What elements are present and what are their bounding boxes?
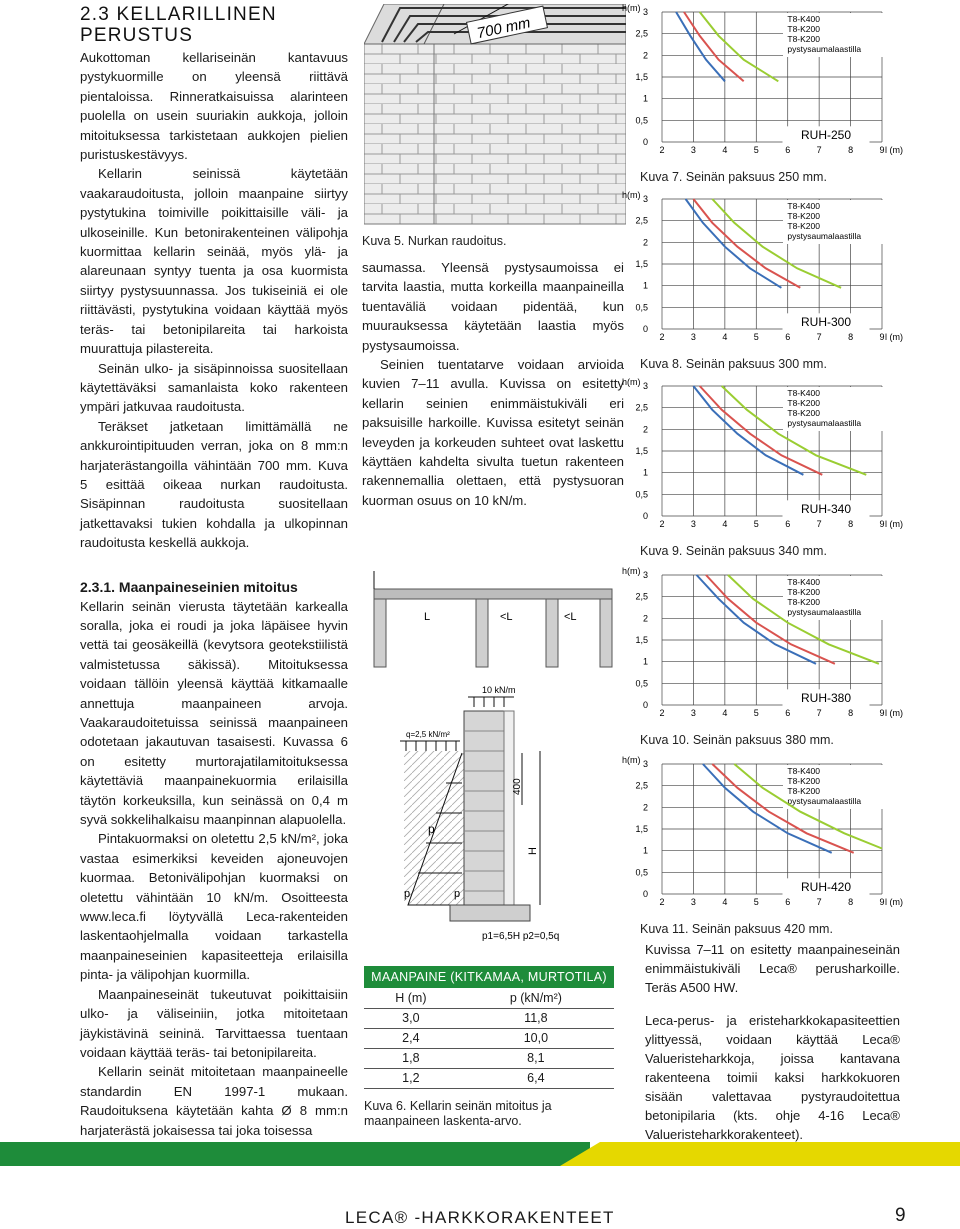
pressure-label-p2: p: [454, 888, 461, 900]
footer-color-bar: [0, 1142, 960, 1166]
legend-label: pystysaumalaastilla: [787, 418, 862, 428]
paragraph: Kuvissa 7–11 on esitetty maanpaineseinän enimmäistukiväli Leca® perusharkoille. Teräs A500 HW.: [645, 942, 900, 995]
chart-caption: Kuva 8. Seinän paksuus 300 mm.: [640, 357, 827, 371]
right-notes: [645, 940, 900, 1144]
x-tick-label: 7: [816, 519, 822, 529]
y-tick-label: 1,5: [635, 824, 648, 834]
y-axis-label: h(m): [622, 3, 641, 13]
legend-label: T8-K200: [787, 398, 821, 408]
paragraph: Aukottoman kellariseinän kantavuus pystykuormille on yleensä riittävä pientaloissa. Rinneratkaisuissa alarinteen puolella on usein suuriakin aukkoja, jolloin mitoituksessa tarkistetaan aukkojen pielien puristuskestävyys.: [80, 50, 348, 163]
x-tick-label: 4: [722, 897, 728, 907]
y-tick-label: 2,5: [635, 28, 648, 39]
legend-label: T8-K200: [787, 587, 821, 597]
wall-section-drawing: [364, 565, 626, 955]
y-tick-label: 0: [642, 889, 648, 899]
section-title-line2: PERUSTUS: [80, 25, 194, 46]
x-tick-label: 2: [659, 897, 665, 907]
chart-caption: Kuva 9. Seinän paksuus 340 mm.: [640, 544, 827, 558]
x-tick-label: 5: [753, 145, 759, 155]
y-tick-label: 3: [642, 570, 648, 580]
y-axis-label: h(m): [622, 566, 641, 576]
y-tick-label: 1,5: [635, 72, 648, 82]
y-tick-label: 1: [642, 845, 648, 856]
surface-load-label: q=2,5 kN/m²: [406, 730, 450, 739]
series-line: [700, 12, 779, 81]
y-axis-label: h(m): [622, 190, 641, 200]
y-tick-label: 3: [642, 194, 648, 204]
legend-label: T8-K400: [787, 766, 821, 776]
y-tick-label: 0,5: [635, 867, 648, 878]
y-tick-label: 1: [642, 467, 648, 478]
x-tick-label: 3: [690, 708, 696, 718]
chart-title: RUH-340: [800, 501, 852, 516]
x-tick-label: 6: [785, 708, 791, 718]
table-row: [364, 1068, 614, 1088]
paragraph: Teräkset jatketaan limittämällä ne ankkurointipituuden verran, joka on 8 mm:n harjaterästangoilla vähintään 700 mm. Kuva 5 esittää oikeaa nurkan raudoitusta. Sisäpinnan raudoitusta suositellaan jatkettavaksi tukien kohdalla ja ulkopinnan raudoitusta keskellä aukkoja.: [80, 418, 348, 551]
x-tick-label: 4: [722, 145, 728, 155]
pressure-label-p1: p: [404, 888, 411, 900]
y-tick-label: 0: [642, 511, 648, 521]
y-tick-label: 0,5: [635, 678, 648, 689]
chart-svg: [622, 189, 912, 355]
legend-label: T8-K400: [787, 577, 821, 587]
y-tick-label: 0,5: [635, 489, 648, 500]
x-tick-label: 9: [879, 708, 885, 718]
paragraph: saumassa. Yleensä pystysaumoissa ei tarvita laastia, mutta korkeilla maanpaineilla tuentaväliä voidaan pidentää, kun muurauksessa käytetään laastia myös pystysaumoissa.: [362, 260, 624, 353]
legend-label: T8-K200: [787, 24, 821, 34]
chart-ruh-420: [622, 754, 912, 938]
y-tick-label: 1,5: [635, 635, 648, 645]
subsection-title: 2.3.1. Maanpaineseinien mitoitus: [80, 578, 298, 595]
page-number: 9: [895, 1205, 906, 1226]
x-tick-label: 7: [816, 332, 822, 342]
legend-label: T8-K200: [787, 776, 821, 786]
footer-green-stripe: [0, 1142, 590, 1166]
y-axis-label: h(m): [622, 377, 641, 387]
chart-svg: [622, 2, 912, 168]
figure-6-caption: Kuva 6. Kellarin seinän mitoitus ja maanpaineen laskenta-arvo.: [364, 1098, 552, 1128]
footer-title: LECA® -HARKKORAKENTEET: [345, 1208, 615, 1227]
formula: p1=6,5H p2=0,5q: [482, 931, 560, 942]
paragraph: Kellarin seinissä käytetään vaakaraudoitusta, jolloin maanpaine siirtyy pystytukina toimiville poikittaisille väli- ja ulkoseinille. Kun betonirakenteinen välipohja kuormittaa kellarin seinää, myös ylä- ja alareunaan syntyy tuenta ja osa kuormista siirtyy pystysuunnassa. Jos tukiseiniä ei ole riittävästi, pystytukina voidaan käyttää myös teräs- tai betonipilareita tai harkoista muurattuja pilastereita.: [80, 166, 348, 357]
x-tick-label: 8: [848, 897, 854, 907]
paragraph: Seinän ulko- ja sisäpinnoissa suositellaan käytettäväksi samanlaista koko rakenteen ympäri jatkuvaa raudoitusta.: [80, 360, 348, 415]
x-axis-label: l (m): [885, 708, 903, 718]
y-tick-label: 2: [642, 237, 648, 248]
y-tick-label: 2,5: [635, 402, 648, 413]
y-axis-label: h(m): [622, 755, 641, 765]
table-cell-h: 2,4: [364, 1028, 458, 1048]
x-axis-label: l (m): [885, 145, 903, 155]
y-tick-label: 2,5: [635, 591, 648, 602]
x-tick-label: 5: [753, 519, 759, 529]
y-tick-label: 0,5: [635, 302, 648, 313]
x-tick-label: 4: [722, 519, 728, 529]
x-tick-label: 4: [722, 708, 728, 718]
y-tick-label: 3: [642, 381, 648, 391]
paragraph: Maanpaineseinät tukeutuvat poikittaisiin ulko- ja väliseiniin, jotka mitoitetaan jäykistävinä seininä. Tarvittaessa tuentaan voidaan käyttää teräs- tai betonipilareita.: [80, 986, 348, 1060]
table-header-row: [364, 988, 614, 1008]
legend-label: T8-K400: [787, 201, 821, 211]
y-tick-label: 2,5: [635, 215, 648, 226]
x-tick-label: 3: [690, 332, 696, 342]
x-tick-label: 6: [785, 332, 791, 342]
x-tick-label: 2: [659, 708, 665, 718]
corner-drawing: [364, 4, 626, 226]
legend-label: pystysaumalaastilla: [787, 607, 862, 617]
top-load-label: 10 kN/m: [482, 685, 516, 695]
x-axis-label: l (m): [885, 519, 903, 529]
left-column: [80, 4, 348, 1140]
x-tick-label: 5: [753, 332, 759, 342]
chart-title: RUH-420: [800, 879, 852, 894]
x-tick-label: 9: [879, 145, 885, 155]
middle-column: [362, 258, 624, 510]
y-tick-label: 0: [642, 700, 648, 710]
chart-title: RUH-300: [800, 314, 852, 329]
depth-dimension: 400: [512, 778, 523, 795]
height-dimension: H: [527, 847, 539, 855]
x-tick-label: 6: [785, 519, 791, 529]
paragraph: Leca-perus- ja eristeharkkokapasiteettien ylittyessä, voidaan käyttää Leca® Valueristeharkkoja, joissa kantavana rakenteena toimii kaksi harkkokuoren sisään valettavaa pystyraudoitettua betonipilaria (kts. ohje 4-16 Leca® Valueristeharkkorakenteet).: [645, 1013, 900, 1142]
legend-label: T8-K200: [787, 221, 821, 231]
table-row: [364, 1028, 614, 1048]
x-tick-label: 8: [848, 708, 854, 718]
x-tick-label: 9: [879, 897, 885, 907]
y-tick-label: 0: [642, 324, 648, 334]
x-tick-label: 7: [816, 708, 822, 718]
chart-title: RUH-380: [800, 690, 852, 705]
chart-caption: Kuva 11. Seinän paksuus 420 mm.: [640, 922, 833, 936]
chart-svg: [622, 376, 912, 542]
chart-title: RUH-250: [800, 127, 852, 142]
x-tick-label: 3: [690, 897, 696, 907]
legend-label: pystysaumalaastilla: [787, 231, 862, 241]
x-tick-label: 7: [816, 897, 822, 907]
legend-label: T8-K400: [787, 388, 821, 398]
y-tick-label: 0: [642, 137, 648, 147]
figure-5-corner-reinforcement: [364, 4, 626, 226]
x-tick-label: 6: [785, 897, 791, 907]
legend-label: T8-K200: [787, 786, 821, 796]
span-label-l: L: [424, 611, 431, 623]
x-tick-label: 5: [753, 708, 759, 718]
table-row: [364, 1008, 614, 1028]
paragraph: Kellarin seinän vierusta täytetään karkealla soralla, joka ei roudi ja joka läpäisee hyvin vettä tai geosäkeillä (kevytsora geotekstiilistä valmistetussa säkissä). Mitoituksessa voidaan tällöin yleensä käyttää kitkamaalle annettuja maanpaineen arvoja. Vaakaraudoitetuissa seinissä maanpaineen odotetaan jakautuvan tasaisesti. Kuvassa 6 on esitetty murtorajatilamitoituksessa käytettäviä maanpainekuormia erilaisilla täytön korkeuksilla, kun seinässä on 0,4 m syvä sokkelihalkaisu maanpinnan alapuolella.: [80, 598, 348, 828]
y-tick-label: 2: [642, 50, 648, 61]
legend-label: pystysaumalaastilla: [787, 796, 862, 806]
table-cell-p: 11,8: [458, 1008, 614, 1028]
table-cell-h: 1,8: [364, 1048, 458, 1068]
x-axis-label: l (m): [885, 332, 903, 342]
x-tick-label: 2: [659, 519, 665, 529]
chart-ruh-300: [622, 189, 912, 373]
legend-label: T8-K400: [787, 14, 821, 24]
table-header-h: H (m): [364, 988, 458, 1008]
x-tick-label: 3: [690, 519, 696, 529]
y-tick-label: 2: [642, 424, 648, 435]
y-tick-label: 1: [642, 280, 648, 291]
chart-ruh-250: [622, 2, 912, 186]
table-cell-p: 6,4: [458, 1068, 614, 1088]
x-tick-label: 8: [848, 519, 854, 529]
y-tick-label: 2: [642, 613, 648, 624]
y-tick-label: 0,5: [635, 115, 648, 126]
chart-ruh-380: [622, 565, 912, 749]
x-tick-label: 2: [659, 145, 665, 155]
chart-caption: Kuva 7. Seinän paksuus 250 mm.: [640, 170, 827, 184]
footer-yellow-stripe: [560, 1142, 960, 1166]
y-tick-label: 1: [642, 656, 648, 667]
y-tick-label: 3: [642, 7, 648, 17]
section-title: [80, 4, 348, 46]
table-cell-h: 3,0: [364, 1008, 458, 1028]
series-line: [676, 12, 725, 81]
x-tick-label: 8: [848, 145, 854, 155]
y-tick-label: 2: [642, 802, 648, 813]
paragraph: Kellarin seinät mitoitetaan maanpaineelle standardin EN 1997-1 mukaan. Raudoituksena käytetään kahta Ø 8 mm:n harjaterästä jokaisessa tai joka toisessa: [80, 1064, 348, 1138]
legend-label: T8-K200: [787, 408, 821, 418]
chart-svg: [622, 754, 912, 920]
y-tick-label: 1,5: [635, 446, 648, 456]
y-tick-label: 3: [642, 759, 648, 769]
maanpaine-title: MAANPAINE (KITKAMAA, MURTOTILA): [364, 966, 614, 988]
section-title-line1: 2.3 KELLARILLINEN: [80, 4, 277, 25]
figure-5-caption: Kuva 5. Nurkan raudoitus.: [362, 234, 507, 248]
legend-label: T8-K200: [787, 211, 821, 221]
y-tick-label: 2,5: [635, 780, 648, 791]
legend-label: T8-K200: [787, 597, 821, 607]
fig5-length-label: 700 mm: [475, 14, 532, 43]
x-tick-label: 7: [816, 145, 822, 155]
table-header-p: p (kN/m²): [458, 988, 614, 1008]
x-tick-label: 8: [848, 332, 854, 342]
x-tick-label: 3: [690, 145, 696, 155]
table-row: [364, 1048, 614, 1068]
x-tick-label: 5: [753, 897, 759, 907]
x-tick-label: 2: [659, 332, 665, 342]
legend-label: T8-K200: [787, 34, 821, 44]
maanpaine-values: [364, 988, 614, 1089]
paragraph: Pintakuormaksi on oletettu 2,5 kN/m², joka vastaa esimerkiksi keveiden ajoneuvojen kuormaa. Betonivälipohjan kuormaksi on oletettu vähintään 10 kN/m. Osoitteesta www.leca.fi löytyvällä Leca-rakenteiden laskentaohjelmalla voidaan tarkastella maanpaineseinien kapasiteetteja erilaisilla pinta- ja välipohjan kuormilla.: [80, 831, 348, 983]
y-tick-label: 1: [642, 93, 648, 104]
chart-svg: [622, 565, 912, 731]
chart-ruh-340: [622, 376, 912, 560]
x-tick-label: 4: [722, 332, 728, 342]
pressure-label-p: p: [428, 822, 435, 836]
x-tick-label: 9: [879, 332, 885, 342]
span-label-lt1: <L: [500, 611, 513, 623]
series-line: [684, 12, 744, 81]
table-cell-p: 8,1: [458, 1048, 614, 1068]
table-cell-p: 10,0: [458, 1028, 614, 1048]
x-tick-label: 9: [879, 519, 885, 529]
paragraph: Seinien tuentatarve voidaan arvioida kuvien 7–11 avulla. Kuvissa on esitetty kellarin seinien enimmäistukiväli eri paksuisille harkoille. Kuvissa esitetyt seinän leveyden ja korkeuden suhteet ovat laskettu käyttäen kahdelta sivulta tuetun rakenteen rakennemallia olettaen, että pystysuoran kuorman osuus on 10 kN/m.: [362, 357, 624, 508]
maanpaine-table: [364, 966, 614, 1129]
x-axis-label: l (m): [885, 897, 903, 907]
span-label-lt2: <L: [564, 611, 577, 623]
figure-6-wall-section: [364, 565, 626, 955]
table-cell-h: 1,2: [364, 1068, 458, 1088]
legend-label: pystysaumalaastilla: [787, 44, 862, 54]
y-tick-label: 1,5: [635, 259, 648, 269]
x-tick-label: 6: [785, 145, 791, 155]
chart-caption: Kuva 10. Seinän paksuus 380 mm.: [640, 733, 834, 747]
